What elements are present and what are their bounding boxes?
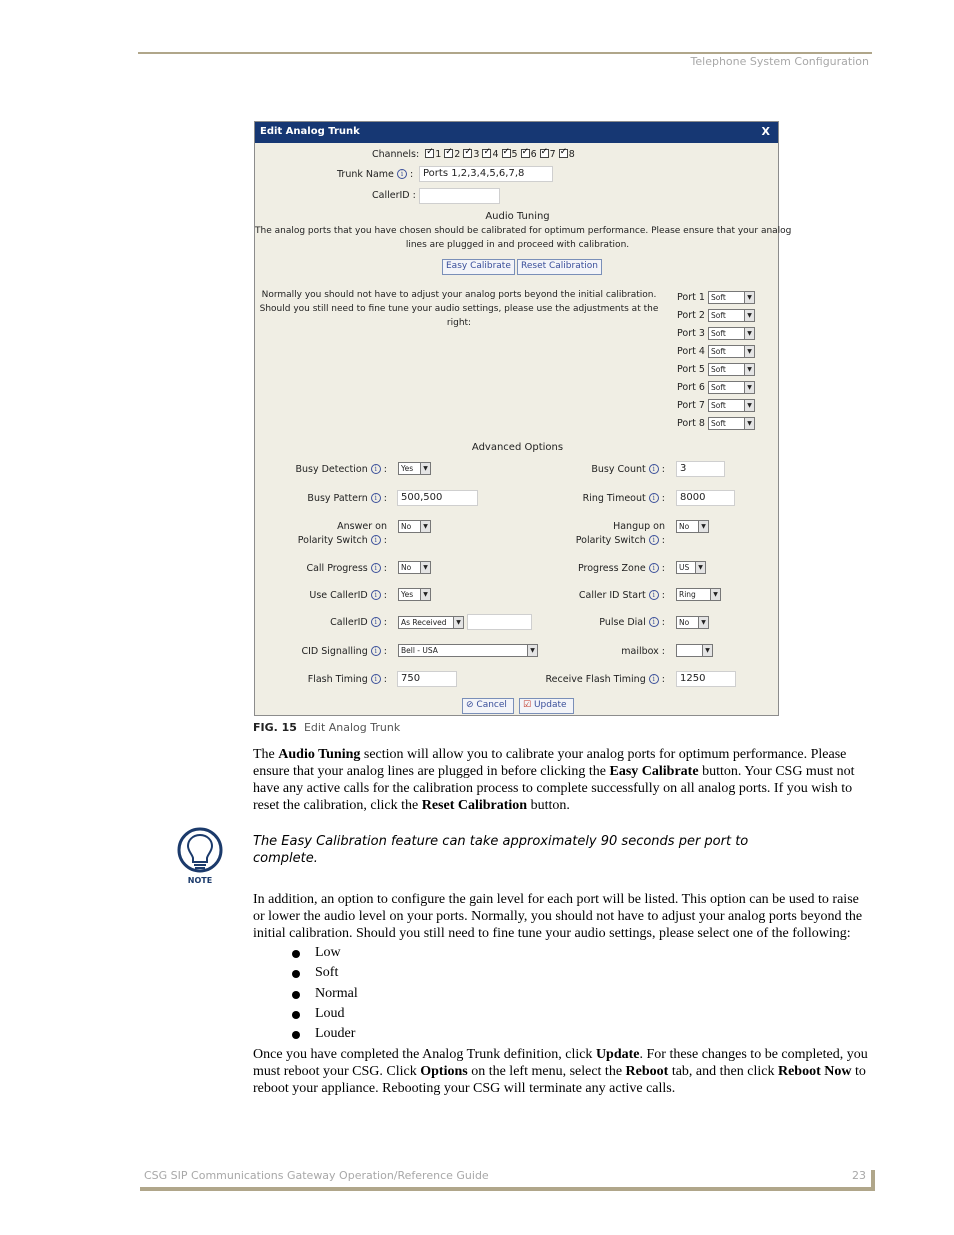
answer-on-label-1: Answer on <box>337 521 387 532</box>
figure-number: FIG. 15 <box>253 721 297 734</box>
callerid-adv-input[interactable] <box>467 614 532 630</box>
chevron-down-icon: ▼ <box>420 562 430 573</box>
busy-detection-label-row: Busy Detection i : <box>295 464 387 475</box>
footer-rule <box>140 1187 875 1191</box>
receive-flash-label-row: Receive Flash Timing i : <box>545 674 665 685</box>
flash-timing-input[interactable]: 750 <box>397 671 457 687</box>
list-item: Louder <box>292 1026 358 1046</box>
edit-analog-trunk-dialog <box>254 121 792 716</box>
chevron-down-icon: ▼ <box>702 645 712 656</box>
audio-tuning-text-2: lines are plugged in and proceed with calibration. <box>405 240 630 250</box>
port-select-6[interactable]: Soft ▼ <box>708 381 755 394</box>
chevron-down-icon: ▼ <box>420 521 430 532</box>
adjust-text-2: Should you still need to fine tune your audio settings, please use the adjustments at the <box>259 304 659 314</box>
chevron-down-icon: ▼ <box>744 418 754 429</box>
list-item: Low <box>292 945 358 965</box>
flash-timing-label-row: Flash Timing i : <box>307 674 387 685</box>
busy-count-input[interactable]: 3 <box>676 461 725 477</box>
busy-count-label-row: Busy Count i : <box>591 464 665 475</box>
gain-level-list <box>292 945 358 1046</box>
reset-calibration-button[interactable]: Reset Calibration <box>517 259 602 275</box>
chevron-down-icon: ▼ <box>744 400 754 411</box>
channels-label: Channels: <box>372 149 420 160</box>
info-icon[interactable]: i <box>649 674 659 684</box>
port-label-5: Port 5 <box>677 364 705 375</box>
hangup-on-polarity-select[interactable]: No ▼ <box>676 520 709 533</box>
chevron-down-icon: ▼ <box>420 589 430 600</box>
call-progress-select[interactable]: No ▼ <box>398 561 431 574</box>
callerid-adv-label-row: CallerID i : <box>330 617 387 628</box>
port-label-8: Port 8 <box>677 418 705 429</box>
cancel-button[interactable]: ⊘ Cancel <box>462 698 514 714</box>
cid-signalling-label-row: CID Signalling i : <box>301 646 387 657</box>
trunk-name-input[interactable]: Ports 1,2,3,4,5,6,7,8 <box>419 166 553 182</box>
header-rule <box>138 52 872 54</box>
chevron-down-icon: ▼ <box>695 562 705 573</box>
page-number: 23 <box>852 1169 866 1182</box>
update-button[interactable]: ☑ Update <box>519 698 574 714</box>
progress-zone-select[interactable]: US ▼ <box>676 561 706 574</box>
port-select-7[interactable]: Soft ▼ <box>708 399 755 412</box>
list-item: Normal <box>292 986 358 1006</box>
port-label-6: Port 6 <box>677 382 705 393</box>
channel-checkbox-5[interactable]: ✓ 5 <box>502 149 518 160</box>
paragraph-gain-level: In addition, an option to configure the gain level for each port will be listed. This option can be used to raise or lower the audio level on your ports. Normally, you should not have to adjust your analog ports beyond the initial calibration. Should you still need to fine tune your audio settings, please select one of the following: <box>253 892 863 941</box>
chevron-down-icon: ▼ <box>453 617 463 628</box>
chevron-down-icon: ▼ <box>710 589 720 600</box>
info-icon[interactable]: i <box>371 535 381 545</box>
info-icon[interactable]: i <box>649 464 659 474</box>
callerid-label: CallerID : <box>372 190 416 201</box>
info-icon[interactable]: i <box>371 563 381 573</box>
update-icon: ☑ <box>523 700 532 710</box>
callerid-start-select[interactable]: Ring ▼ <box>676 588 721 601</box>
adjust-text-3: right: <box>446 318 472 328</box>
chevron-down-icon: ▼ <box>744 292 754 303</box>
progress-zone-label-row: Progress Zone i : <box>577 563 665 574</box>
busy-pattern-input[interactable]: 500,500 <box>397 490 478 506</box>
chevron-down-icon: ▼ <box>698 617 708 628</box>
chevron-down-icon: ▼ <box>420 463 430 474</box>
answer-on-polarity-select[interactable]: No ▼ <box>398 520 431 533</box>
hangup-on-label-row-2: Polarity Switch i : <box>575 535 665 546</box>
port-label-2: Port 2 <box>677 310 705 321</box>
mailbox-label: mailbox : <box>621 646 665 657</box>
info-icon[interactable]: i <box>397 169 407 179</box>
chevron-down-icon: ▼ <box>744 328 754 339</box>
port-label-3: Port 3 <box>677 328 705 339</box>
channel-checkbox-2[interactable]: ✓ 2 <box>444 149 460 160</box>
note-text: The Easy Calibration feature can take approximately 90 seconds per port to complete. <box>253 834 749 866</box>
receive-flash-input[interactable]: 1250 <box>676 671 736 687</box>
info-icon[interactable]: i <box>649 493 659 503</box>
figure-caption <box>253 721 400 734</box>
info-icon[interactable]: i <box>371 493 381 503</box>
chevron-down-icon: ▼ <box>744 310 754 321</box>
cid-signalling-select[interactable]: Bell - USA ▼ <box>398 644 538 657</box>
note-label: NOTE <box>187 876 213 885</box>
chevron-down-icon: ▼ <box>698 521 708 532</box>
pulse-dial-select[interactable]: No ▼ <box>676 616 709 629</box>
trunk-name-label-row: Trunk Name i : <box>337 169 414 180</box>
footer-title: CSG SIP Communications Gateway Operation/Reference Guide <box>144 1169 489 1182</box>
chevron-down-icon: ▼ <box>744 382 754 393</box>
ring-timeout-input[interactable]: 8000 <box>676 490 735 506</box>
header-title: Telephone System Configuration <box>690 55 869 68</box>
port-select-2[interactable]: Soft ▼ <box>708 309 755 322</box>
adjust-text-1: Normally you should not have to adjust your analog ports beyond the initial calibration. <box>261 290 657 300</box>
chevron-down-icon: ▼ <box>744 346 754 357</box>
trunk-name-label: Trunk Name <box>337 169 394 180</box>
callerid-input[interactable] <box>419 188 500 204</box>
use-callerid-label-row: Use CallerID i : <box>309 590 387 601</box>
port-select-3[interactable]: Soft ▼ <box>708 327 755 340</box>
info-icon[interactable]: i <box>371 590 381 600</box>
channel-checkbox-8[interactable]: ✓ 8 <box>559 149 575 160</box>
channels-row <box>372 149 575 160</box>
info-icon[interactable]: i <box>649 590 659 600</box>
port-select-1[interactable]: Soft ▼ <box>708 291 755 304</box>
info-icon[interactable]: i <box>649 535 659 545</box>
info-icon[interactable]: i <box>371 674 381 684</box>
info-icon[interactable]: i <box>371 464 381 474</box>
info-icon[interactable]: i <box>371 646 381 656</box>
chevron-down-icon: ▼ <box>527 645 537 656</box>
info-icon[interactable]: i <box>649 563 659 573</box>
callerid-adv-select[interactable]: As Received ▼ <box>398 616 464 629</box>
channel-checkbox-1[interactable]: ✓ 1 <box>425 149 441 160</box>
info-icon[interactable]: i <box>371 617 381 627</box>
port-label-1: Port 1 <box>677 292 705 303</box>
use-callerid-select[interactable]: Yes ▼ <box>398 588 431 601</box>
dialog-title: Edit Analog Trunk <box>255 122 778 143</box>
busy-pattern-label-row: Busy Pattern i : <box>307 493 387 504</box>
list-item: Loud <box>292 1006 358 1026</box>
chevron-down-icon: ▼ <box>744 364 754 375</box>
callerid-start-label-row: Caller ID Start i : <box>578 590 665 601</box>
channel-checkbox-7[interactable]: ✓ 7 <box>540 149 556 160</box>
cancel-icon: ⊘ <box>466 700 474 710</box>
port-select-8[interactable]: Soft ▼ <box>708 417 755 430</box>
info-icon[interactable]: i <box>649 617 659 627</box>
port-select-5[interactable]: Soft ▼ <box>708 363 755 376</box>
hangup-on-label-1: Hangup on <box>613 521 665 532</box>
channel-checkbox-6[interactable]: ✓ 6 <box>521 149 537 160</box>
call-progress-label-row: Call Progress i : <box>306 563 387 574</box>
paragraph-audio-tuning: The Audio Tuning section will allow you to calibrate your analog ports for optimum performance. Please ensure that your analog lines are plugged in before clicking the Easy Calibrate button. Your CSG must not have any active calls for the calibration process to complete successfully on all analog ports. If you wish to reset the calibration, click the Reset Calibration button. <box>253 747 855 813</box>
audio-tuning-heading: Audio Tuning <box>485 211 550 222</box>
figure-caption-text: Edit Analog Trunk <box>303 721 401 734</box>
busy-detection-select[interactable]: Yes ▼ <box>398 462 431 475</box>
channel-checkbox-3[interactable]: ✓ 3 <box>463 149 479 160</box>
mailbox-select[interactable] <box>676 644 713 657</box>
port-label-7: Port 7 <box>677 400 705 411</box>
list-item: Soft <box>292 965 358 985</box>
ring-timeout-label-row: Ring Timeout i : <box>582 493 665 504</box>
audio-tuning-text-1: The analog ports that you have chosen should be calibrated for optimum performance. Please ensure that your analog <box>255 226 792 236</box>
pulse-dial-label-row: Pulse Dial i : <box>599 617 665 628</box>
port-select-4[interactable]: Soft ▼ <box>708 345 755 358</box>
advanced-options-heading: Advanced Options <box>471 442 564 453</box>
close-button[interactable]: X <box>761 125 770 138</box>
channel-checkbox-4[interactable]: ✓ 4 <box>482 149 498 160</box>
paragraph-reboot: Once you have completed the Analog Trunk definition, click Update. For these changes to be completed, you must reboot your CSG. Click Options on the left menu, select the Reboot tab, and then click Reboot Now to reboot your appliance. Rebooting your CSG will terminate any active calls. <box>253 1047 868 1096</box>
answer-on-label-row-2: Polarity Switch i : <box>297 535 387 546</box>
easy-calibrate-button[interactable]: Easy Calibrate <box>442 259 515 275</box>
port-label-4: Port 4 <box>677 346 705 357</box>
note-icon <box>176 826 224 888</box>
